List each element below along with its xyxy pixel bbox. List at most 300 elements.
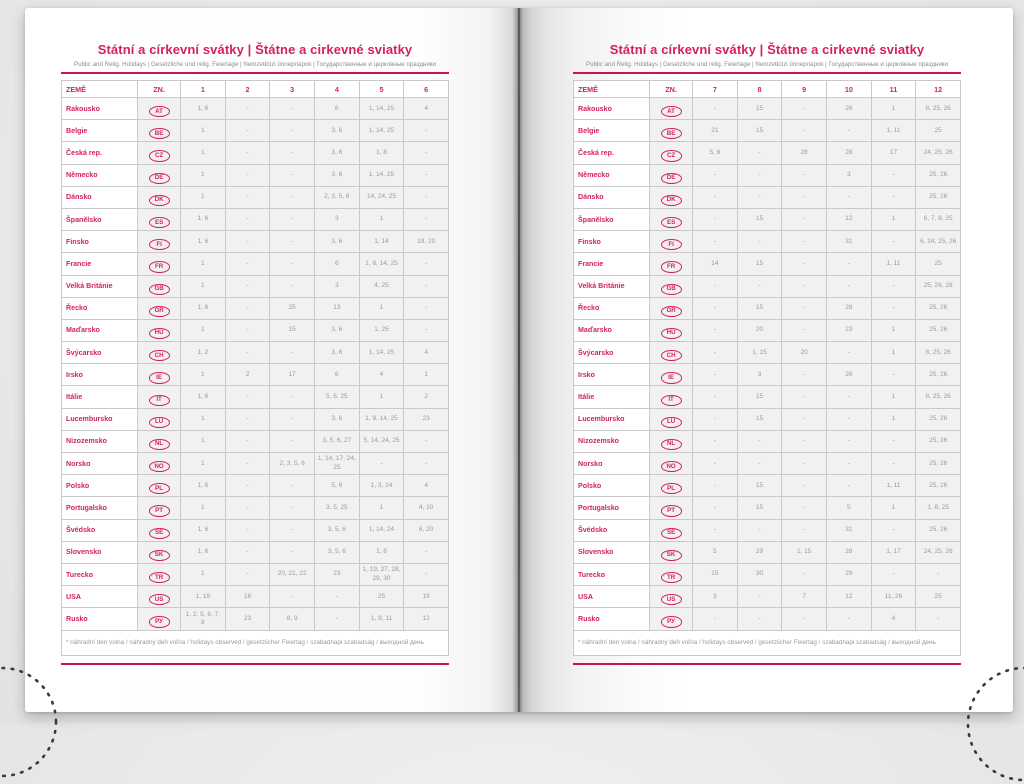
holiday-days-cell: - (782, 364, 827, 386)
holiday-days-cell: - (270, 275, 315, 297)
table-row (62, 275, 449, 297)
holiday-days-cell: 1, 6 (181, 475, 226, 497)
holiday-days-cell: 1, 14, 25 (359, 98, 404, 120)
holiday-days-cell: 5, 6, 25 (315, 386, 360, 408)
holiday-days-cell: - (225, 541, 270, 563)
holiday-days-cell: 3, 5, 6, 27 (315, 430, 360, 452)
holiday-days-cell: - (871, 563, 916, 585)
table-row (574, 297, 961, 319)
country-code-badge: PT (661, 505, 682, 516)
country-code-badge: LU (661, 417, 682, 428)
holiday-days-cell: 15 (737, 497, 782, 519)
holiday-days-cell: - (737, 519, 782, 541)
country-code-cell (650, 120, 693, 142)
right-page-content (573, 42, 961, 665)
footnote-row (62, 630, 449, 655)
holiday-days-cell: 19 (404, 586, 449, 608)
holiday-days-cell: 1, 2 (181, 342, 226, 364)
holiday-days-cell: - (827, 275, 872, 297)
holidays-table-months-1-6 (61, 80, 449, 656)
holiday-days-cell: - (404, 120, 449, 142)
footnote-cell: * náhradní den volna / náhradný deň voľna / holidays observed / gesetzlicher Feiertag / szabadnapi szabadság / выходной день (62, 630, 449, 655)
holiday-days-cell: - (693, 475, 738, 497)
country-code-cell (138, 519, 181, 541)
holiday-days-cell: 1 (181, 142, 226, 164)
country-code-badge: HU (661, 328, 682, 339)
holiday-days-cell: 25, 26 (916, 453, 961, 475)
table-row (62, 319, 449, 341)
table-body (574, 98, 961, 631)
holiday-days-cell: 4 (871, 608, 916, 630)
country-name-cell: Belgie (574, 120, 650, 142)
holiday-days-cell: - (782, 608, 827, 630)
header-row (62, 81, 449, 98)
holiday-days-cell: 1 (359, 208, 404, 230)
holiday-days-cell: - (827, 342, 872, 364)
holiday-days-cell: 3, 6 (315, 120, 360, 142)
country-name-cell: Rusko (62, 608, 138, 630)
holiday-days-cell: - (404, 142, 449, 164)
holiday-days-cell: - (693, 319, 738, 341)
title-divider-rule (573, 72, 961, 74)
holiday-days-cell: 1 (181, 453, 226, 475)
holiday-days-cell: - (693, 386, 738, 408)
country-code-badge: CZ (661, 150, 682, 161)
holiday-days-cell: - (404, 319, 449, 341)
holiday-days-cell: - (782, 120, 827, 142)
holiday-days-cell: - (404, 430, 449, 452)
holiday-days-cell: 6, 24, 25, 26 (916, 231, 961, 253)
holiday-days-cell: 23 (315, 563, 360, 585)
country-code-cell (650, 297, 693, 319)
column-header-month: 7 (693, 81, 738, 98)
holiday-days-cell: - (871, 297, 916, 319)
holiday-days-cell: 1, 6 (181, 541, 226, 563)
holiday-days-cell: 13 (315, 297, 360, 319)
column-header-month: 4 (315, 81, 360, 98)
table-row (62, 541, 449, 563)
holiday-days-cell: - (782, 497, 827, 519)
country-code-cell (138, 231, 181, 253)
holiday-days-cell: - (225, 319, 270, 341)
holiday-days-cell: - (270, 475, 315, 497)
country-name-cell: Lucembursko (574, 408, 650, 430)
holiday-days-cell: 1, 19, 27, 28, 29, 30 (359, 563, 404, 585)
holiday-days-cell: - (270, 342, 315, 364)
holiday-days-cell: 5, 6 (693, 142, 738, 164)
holiday-days-cell: 26 (827, 364, 872, 386)
country-code-badge: AT (661, 106, 682, 117)
holiday-days-cell: 6 (315, 253, 360, 275)
holiday-days-cell: - (737, 453, 782, 475)
holiday-days-cell: 29 (737, 541, 782, 563)
country-name-cell: Švédsko (574, 519, 650, 541)
country-name-cell: Německo (574, 164, 650, 186)
holiday-days-cell: 30 (737, 563, 782, 585)
country-code-badge: US (661, 594, 682, 605)
holiday-days-cell: - (871, 164, 916, 186)
holiday-days-cell: - (827, 453, 872, 475)
holiday-days-cell: 15 (270, 319, 315, 341)
holiday-days-cell: 2, 3, 5, 6 (270, 453, 315, 475)
table-row (574, 342, 961, 364)
holiday-days-cell: - (827, 408, 872, 430)
holiday-days-cell: 15 (737, 408, 782, 430)
holiday-days-cell: 25, 26 (916, 186, 961, 208)
holiday-days-cell: 15 (737, 98, 782, 120)
country-name-cell: Španělsko (574, 208, 650, 230)
holiday-days-cell: 1, 15 (782, 541, 827, 563)
table-row (574, 253, 961, 275)
country-code-cell (138, 541, 181, 563)
holiday-days-cell: - (916, 563, 961, 585)
country-name-cell: Řecko (62, 297, 138, 319)
table-row (62, 231, 449, 253)
holiday-days-cell: - (782, 563, 827, 585)
column-header-month: 3 (270, 81, 315, 98)
holiday-days-cell: 1 (871, 386, 916, 408)
holiday-days-cell: 1, 6 (181, 297, 226, 319)
holiday-days-cell: - (270, 120, 315, 142)
holiday-days-cell: 1, 3, 24 (359, 475, 404, 497)
table-row (574, 319, 961, 341)
table-row (62, 408, 449, 430)
footnote-row (574, 630, 961, 655)
country-code-badge: DE (149, 173, 170, 184)
holiday-days-cell: 3 (827, 164, 872, 186)
holiday-days-cell: 1, 11 (871, 253, 916, 275)
holiday-days-cell: 4 (359, 364, 404, 386)
holiday-days-cell: 15 (737, 475, 782, 497)
country-name-cell: Polsko (574, 475, 650, 497)
country-code-cell (138, 608, 181, 630)
country-code-badge: NL (149, 439, 170, 450)
country-name-cell: Irsko (62, 364, 138, 386)
holiday-days-cell: 1 (359, 497, 404, 519)
country-code-cell (138, 430, 181, 452)
table-row (62, 253, 449, 275)
holiday-days-cell: - (359, 453, 404, 475)
country-code-badge: SE (149, 528, 170, 539)
country-name-cell: Slovensko (62, 541, 138, 563)
holiday-days-cell: - (404, 164, 449, 186)
column-header-month: 9 (782, 81, 827, 98)
country-code-badge: GB (149, 284, 170, 295)
holiday-days-cell: - (404, 253, 449, 275)
country-code-cell (138, 120, 181, 142)
table-row (62, 386, 449, 408)
country-code-badge: BE (149, 128, 170, 139)
country-name-cell: Švédsko (62, 519, 138, 541)
country-code-cell (138, 497, 181, 519)
country-code-badge: ES (661, 217, 682, 228)
column-header-month: 1 (181, 81, 226, 98)
holiday-days-cell: - (782, 453, 827, 475)
table-row (574, 120, 961, 142)
column-header-code: ZN. (138, 81, 181, 98)
table-row (62, 497, 449, 519)
holiday-days-cell: 28 (782, 142, 827, 164)
holiday-days-cell: 3 (315, 208, 360, 230)
holiday-days-cell: 1 (181, 253, 226, 275)
country-name-cell: Portugalsko (62, 497, 138, 519)
country-name-cell: Francie (574, 253, 650, 275)
holiday-days-cell: - (225, 519, 270, 541)
table-header (574, 81, 961, 98)
holiday-days-cell: 16 (225, 586, 270, 608)
country-code-cell (650, 142, 693, 164)
country-name-cell: USA (574, 586, 650, 608)
country-name-cell: Turecko (574, 563, 650, 585)
holiday-days-cell: 28 (827, 541, 872, 563)
column-header-month: 2 (225, 81, 270, 98)
holiday-days-cell: - (782, 275, 827, 297)
holiday-days-cell: 1, 19 (181, 586, 226, 608)
holiday-days-cell: - (827, 608, 872, 630)
holiday-days-cell: 20 (737, 319, 782, 341)
table-row (574, 430, 961, 452)
country-name-cell: USA (62, 586, 138, 608)
country-code-cell (138, 408, 181, 430)
page-subtitle: Public and Relig. Holidays | Gesetzliche und relig. Feiertage | Nemzetközi ünnepnapok | Государственные и церковные праздники (74, 61, 436, 68)
holiday-days-cell: - (225, 208, 270, 230)
bottom-rule (573, 663, 961, 665)
country-name-cell: Francie (62, 253, 138, 275)
table-row (62, 453, 449, 475)
holiday-days-cell: 6 (315, 364, 360, 386)
holiday-days-cell: - (225, 475, 270, 497)
holiday-days-cell: 25 (270, 297, 315, 319)
country-code-cell (650, 342, 693, 364)
holiday-days-cell: 1, 15 (737, 342, 782, 364)
holiday-days-cell: 1 (181, 563, 226, 585)
holiday-days-cell: 21 (693, 120, 738, 142)
holiday-days-cell: 1 (871, 497, 916, 519)
country-code-badge: CZ (149, 150, 170, 161)
holiday-days-cell: 1 (871, 408, 916, 430)
holiday-days-cell: 17 (270, 364, 315, 386)
holiday-days-cell: 19, 20 (404, 231, 449, 253)
holiday-days-cell: - (693, 608, 738, 630)
holiday-days-cell: - (693, 497, 738, 519)
country-code-badge: PL (661, 483, 682, 494)
column-header-month: 10 (827, 81, 872, 98)
table-row (574, 541, 961, 563)
holiday-days-cell: 5, 14, 24, 25 (359, 430, 404, 452)
holiday-days-cell: 25 (916, 253, 961, 275)
footnote-cell: * náhradní den volna / náhradný deň voľna / holidays observed / gesetzlicher Feiertag / szabadnapi szabadság / выходной день (574, 630, 961, 655)
holiday-days-cell: - (225, 408, 270, 430)
country-code-cell (650, 98, 693, 120)
table-row (574, 386, 961, 408)
table-row (574, 164, 961, 186)
country-code-cell (650, 164, 693, 186)
holiday-days-cell: 1 (181, 497, 226, 519)
page-title: Státní a církevní svátky | Štátne a cirkevné sviatky (609, 42, 925, 57)
holiday-days-cell: - (693, 430, 738, 452)
country-code-cell (650, 519, 693, 541)
table-row (574, 275, 961, 297)
country-code-badge: CH (149, 350, 170, 361)
table-row (574, 408, 961, 430)
country-code-cell (138, 253, 181, 275)
country-name-cell: Česká rep. (574, 142, 650, 164)
holiday-days-cell: - (737, 586, 782, 608)
holiday-days-cell: 25, 26 (916, 519, 961, 541)
country-code-badge: PL (149, 483, 170, 494)
country-name-cell: Švýcarsko (574, 342, 650, 364)
column-header-month: 8 (737, 81, 782, 98)
holiday-days-cell: 17 (871, 142, 916, 164)
country-code-cell (138, 453, 181, 475)
holiday-days-cell: 3 (693, 586, 738, 608)
holiday-days-cell: 5 (693, 541, 738, 563)
country-code-badge: LU (149, 417, 170, 428)
holiday-days-cell: - (782, 430, 827, 452)
country-code-cell (650, 231, 693, 253)
holiday-days-cell: 2 (225, 364, 270, 386)
holiday-days-cell: - (782, 519, 827, 541)
holiday-days-cell: - (737, 275, 782, 297)
country-code-cell (650, 497, 693, 519)
holiday-days-cell: 1, 6 (181, 231, 226, 253)
country-code-cell (138, 319, 181, 341)
holiday-days-cell: - (782, 475, 827, 497)
table-row (574, 453, 961, 475)
holiday-days-cell: 3 (737, 364, 782, 386)
right-page (519, 8, 1013, 712)
country-code-cell (138, 208, 181, 230)
table-row (574, 364, 961, 386)
left-page-content (61, 42, 449, 665)
column-header-country: ZEMĚ (574, 81, 650, 98)
holiday-days-cell: - (404, 186, 449, 208)
holiday-days-cell: 1 (181, 164, 226, 186)
holiday-days-cell: 5 (827, 497, 872, 519)
holiday-days-cell: - (404, 453, 449, 475)
holiday-days-cell: - (782, 186, 827, 208)
country-name-cell: Lucembursko (62, 408, 138, 430)
holiday-days-cell: 11, 26 (871, 586, 916, 608)
holiday-days-cell: 1, 14, 25 (359, 342, 404, 364)
holiday-days-cell: 6, 20 (404, 519, 449, 541)
country-name-cell: Finsko (574, 231, 650, 253)
holiday-days-cell: - (315, 586, 360, 608)
country-code-badge: IE (149, 372, 170, 383)
holiday-days-cell: - (270, 408, 315, 430)
holiday-days-cell: 3, 5, 6 (315, 541, 360, 563)
holiday-days-cell: - (737, 430, 782, 452)
country-name-cell: Slovensko (574, 541, 650, 563)
holiday-days-cell: 1 (359, 386, 404, 408)
holiday-days-cell: - (404, 297, 449, 319)
country-name-cell: Německo (62, 164, 138, 186)
country-code-badge: FI (661, 239, 682, 250)
holiday-days-cell: 1, 11 (871, 120, 916, 142)
left-page (25, 8, 519, 712)
country-code-cell (650, 608, 693, 630)
holiday-days-cell: 1 (871, 208, 916, 230)
holiday-days-cell: 3, 6 (315, 231, 360, 253)
holiday-days-cell: 1, 14, 25 (359, 164, 404, 186)
country-code-badge: FR (661, 261, 682, 272)
holiday-days-cell: - (225, 142, 270, 164)
title-divider-rule (61, 72, 449, 74)
table-row (574, 98, 961, 120)
holiday-days-cell: 1 (181, 186, 226, 208)
country-name-cell: Švýcarsko (62, 342, 138, 364)
holiday-days-cell: - (225, 297, 270, 319)
holiday-days-cell: - (827, 186, 872, 208)
holiday-days-cell: - (404, 208, 449, 230)
table-row (62, 164, 449, 186)
country-code-cell (138, 586, 181, 608)
open-diary-book (25, 8, 1013, 712)
holiday-days-cell: 25, 26 (916, 408, 961, 430)
country-code-badge: GR (149, 306, 170, 317)
country-name-cell: Finsko (62, 231, 138, 253)
holiday-days-cell: - (225, 186, 270, 208)
country-code-badge: РУ (661, 616, 682, 627)
country-code-cell (650, 408, 693, 430)
column-header-country: ZEMĚ (62, 81, 138, 98)
holiday-days-cell: - (225, 563, 270, 585)
country-code-cell (650, 275, 693, 297)
country-name-cell: Dánsko (574, 186, 650, 208)
country-code-cell (138, 386, 181, 408)
holiday-days-cell: - (225, 430, 270, 452)
holiday-days-cell: - (737, 186, 782, 208)
holiday-days-cell: 1, 14, 17, 24, 25 (315, 453, 360, 475)
holiday-days-cell: 1 (181, 275, 226, 297)
holiday-days-cell: - (270, 208, 315, 230)
country-code-badge: DE (661, 173, 682, 184)
country-name-cell: Portugalsko (574, 497, 650, 519)
holiday-days-cell: 25 (916, 586, 961, 608)
holiday-days-cell: - (270, 541, 315, 563)
country-name-cell: Španělsko (62, 208, 138, 230)
holiday-days-cell: 1, 6 (181, 98, 226, 120)
holiday-days-cell: - (871, 186, 916, 208)
holiday-days-cell: 14, 24, 25 (359, 186, 404, 208)
holiday-days-cell: 1, 25 (359, 319, 404, 341)
table-row (62, 342, 449, 364)
holiday-days-cell: 1, 8 (359, 541, 404, 563)
country-code-badge: IT (661, 395, 682, 406)
holiday-days-cell: 25, 26, 28 (916, 275, 961, 297)
holiday-days-cell: - (827, 386, 872, 408)
table-row (62, 563, 449, 585)
holiday-days-cell: - (225, 120, 270, 142)
holiday-days-cell: - (782, 164, 827, 186)
country-code-badge: FR (149, 261, 170, 272)
table-row (574, 208, 961, 230)
country-name-cell: Rakousko (574, 98, 650, 120)
country-name-cell: Rakousko (62, 98, 138, 120)
country-code-cell (138, 164, 181, 186)
country-code-badge: IE (661, 372, 682, 383)
holiday-days-cell: - (225, 275, 270, 297)
country-name-cell: Turecko (62, 563, 138, 585)
table-footer (574, 630, 961, 655)
holiday-days-cell: 1 (871, 98, 916, 120)
table-row (62, 98, 449, 120)
holiday-days-cell: 3, 6 (315, 319, 360, 341)
holiday-days-cell: - (782, 253, 827, 275)
holiday-days-cell: 31 (827, 519, 872, 541)
holiday-days-cell: - (782, 231, 827, 253)
holiday-days-cell: 31 (827, 231, 872, 253)
